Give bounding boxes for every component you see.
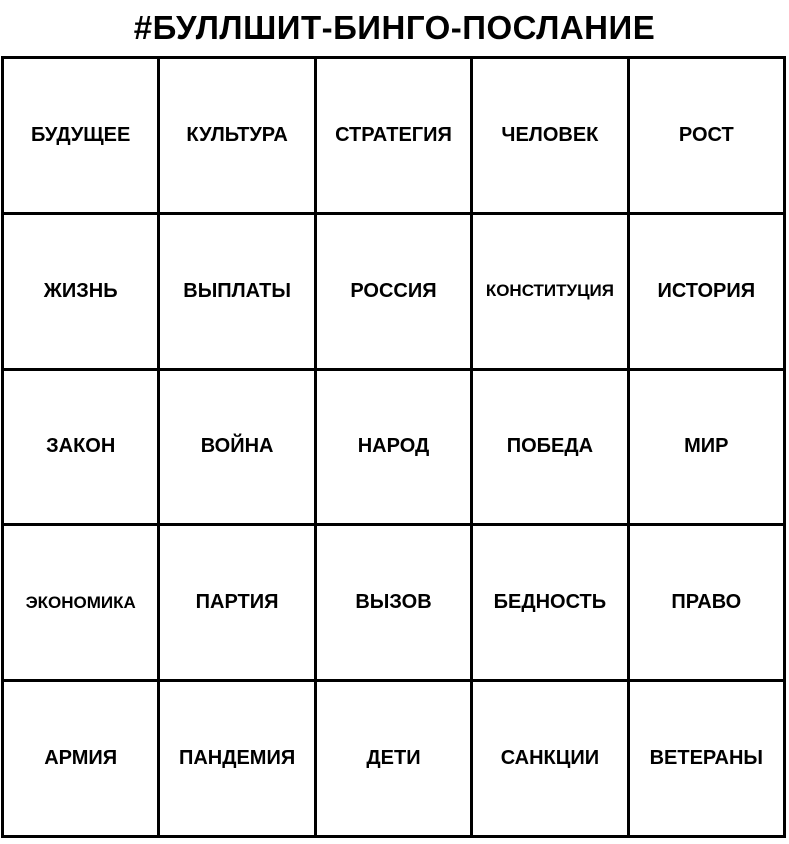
bingo-cell[interactable]: КОНСТИТУЦИЯ bbox=[473, 215, 629, 371]
bingo-cell[interactable]: ДЕТИ bbox=[317, 682, 473, 838]
bingo-cell[interactable]: ПОБЕДА bbox=[473, 371, 629, 527]
bingo-cell[interactable]: БУДУЩЕЕ bbox=[4, 59, 160, 215]
bingo-cell[interactable]: ВЕТЕРАНЫ bbox=[630, 682, 786, 838]
bingo-cell[interactable]: КУЛЬТУРА bbox=[160, 59, 316, 215]
bingo-cell[interactable]: ЖИЗНЬ bbox=[4, 215, 160, 371]
bingo-cell[interactable]: ВЫЗОВ bbox=[317, 526, 473, 682]
bingo-cell[interactable]: ПАНДЕМИЯ bbox=[160, 682, 316, 838]
bingo-cell[interactable]: ЗАКОН bbox=[4, 371, 160, 527]
bingo-cell[interactable]: ЧЕЛОВЕК bbox=[473, 59, 629, 215]
bingo-cell[interactable]: ЭКОНОМИКА bbox=[4, 526, 160, 682]
bingo-cell[interactable]: РОССИЯ bbox=[317, 215, 473, 371]
bingo-cell[interactable]: ПРАВО bbox=[630, 526, 786, 682]
bingo-cell[interactable]: ВЫПЛАТЫ bbox=[160, 215, 316, 371]
bingo-cell[interactable]: БЕДНОСТЬ bbox=[473, 526, 629, 682]
bingo-cell[interactable]: СТРАТЕГИЯ bbox=[317, 59, 473, 215]
bingo-cell[interactable]: МИР bbox=[630, 371, 786, 527]
page-title: #БУЛЛШИТ-БИНГО-ПОСЛАНИЕ bbox=[133, 9, 656, 46]
bingo-cell[interactable]: ПАРТИЯ bbox=[160, 526, 316, 682]
bingo-cell[interactable]: САНКЦИИ bbox=[473, 682, 629, 838]
bingo-grid bbox=[1, 56, 786, 838]
bingo-cell[interactable]: ВОЙНА bbox=[160, 371, 316, 527]
bingo-cell[interactable]: АРМИЯ bbox=[4, 682, 160, 838]
bingo-cell[interactable]: РОСТ bbox=[630, 59, 786, 215]
bingo-cell[interactable]: НАРОД bbox=[317, 371, 473, 527]
bingo-cell[interactable]: ИСТОРИЯ bbox=[630, 215, 786, 371]
